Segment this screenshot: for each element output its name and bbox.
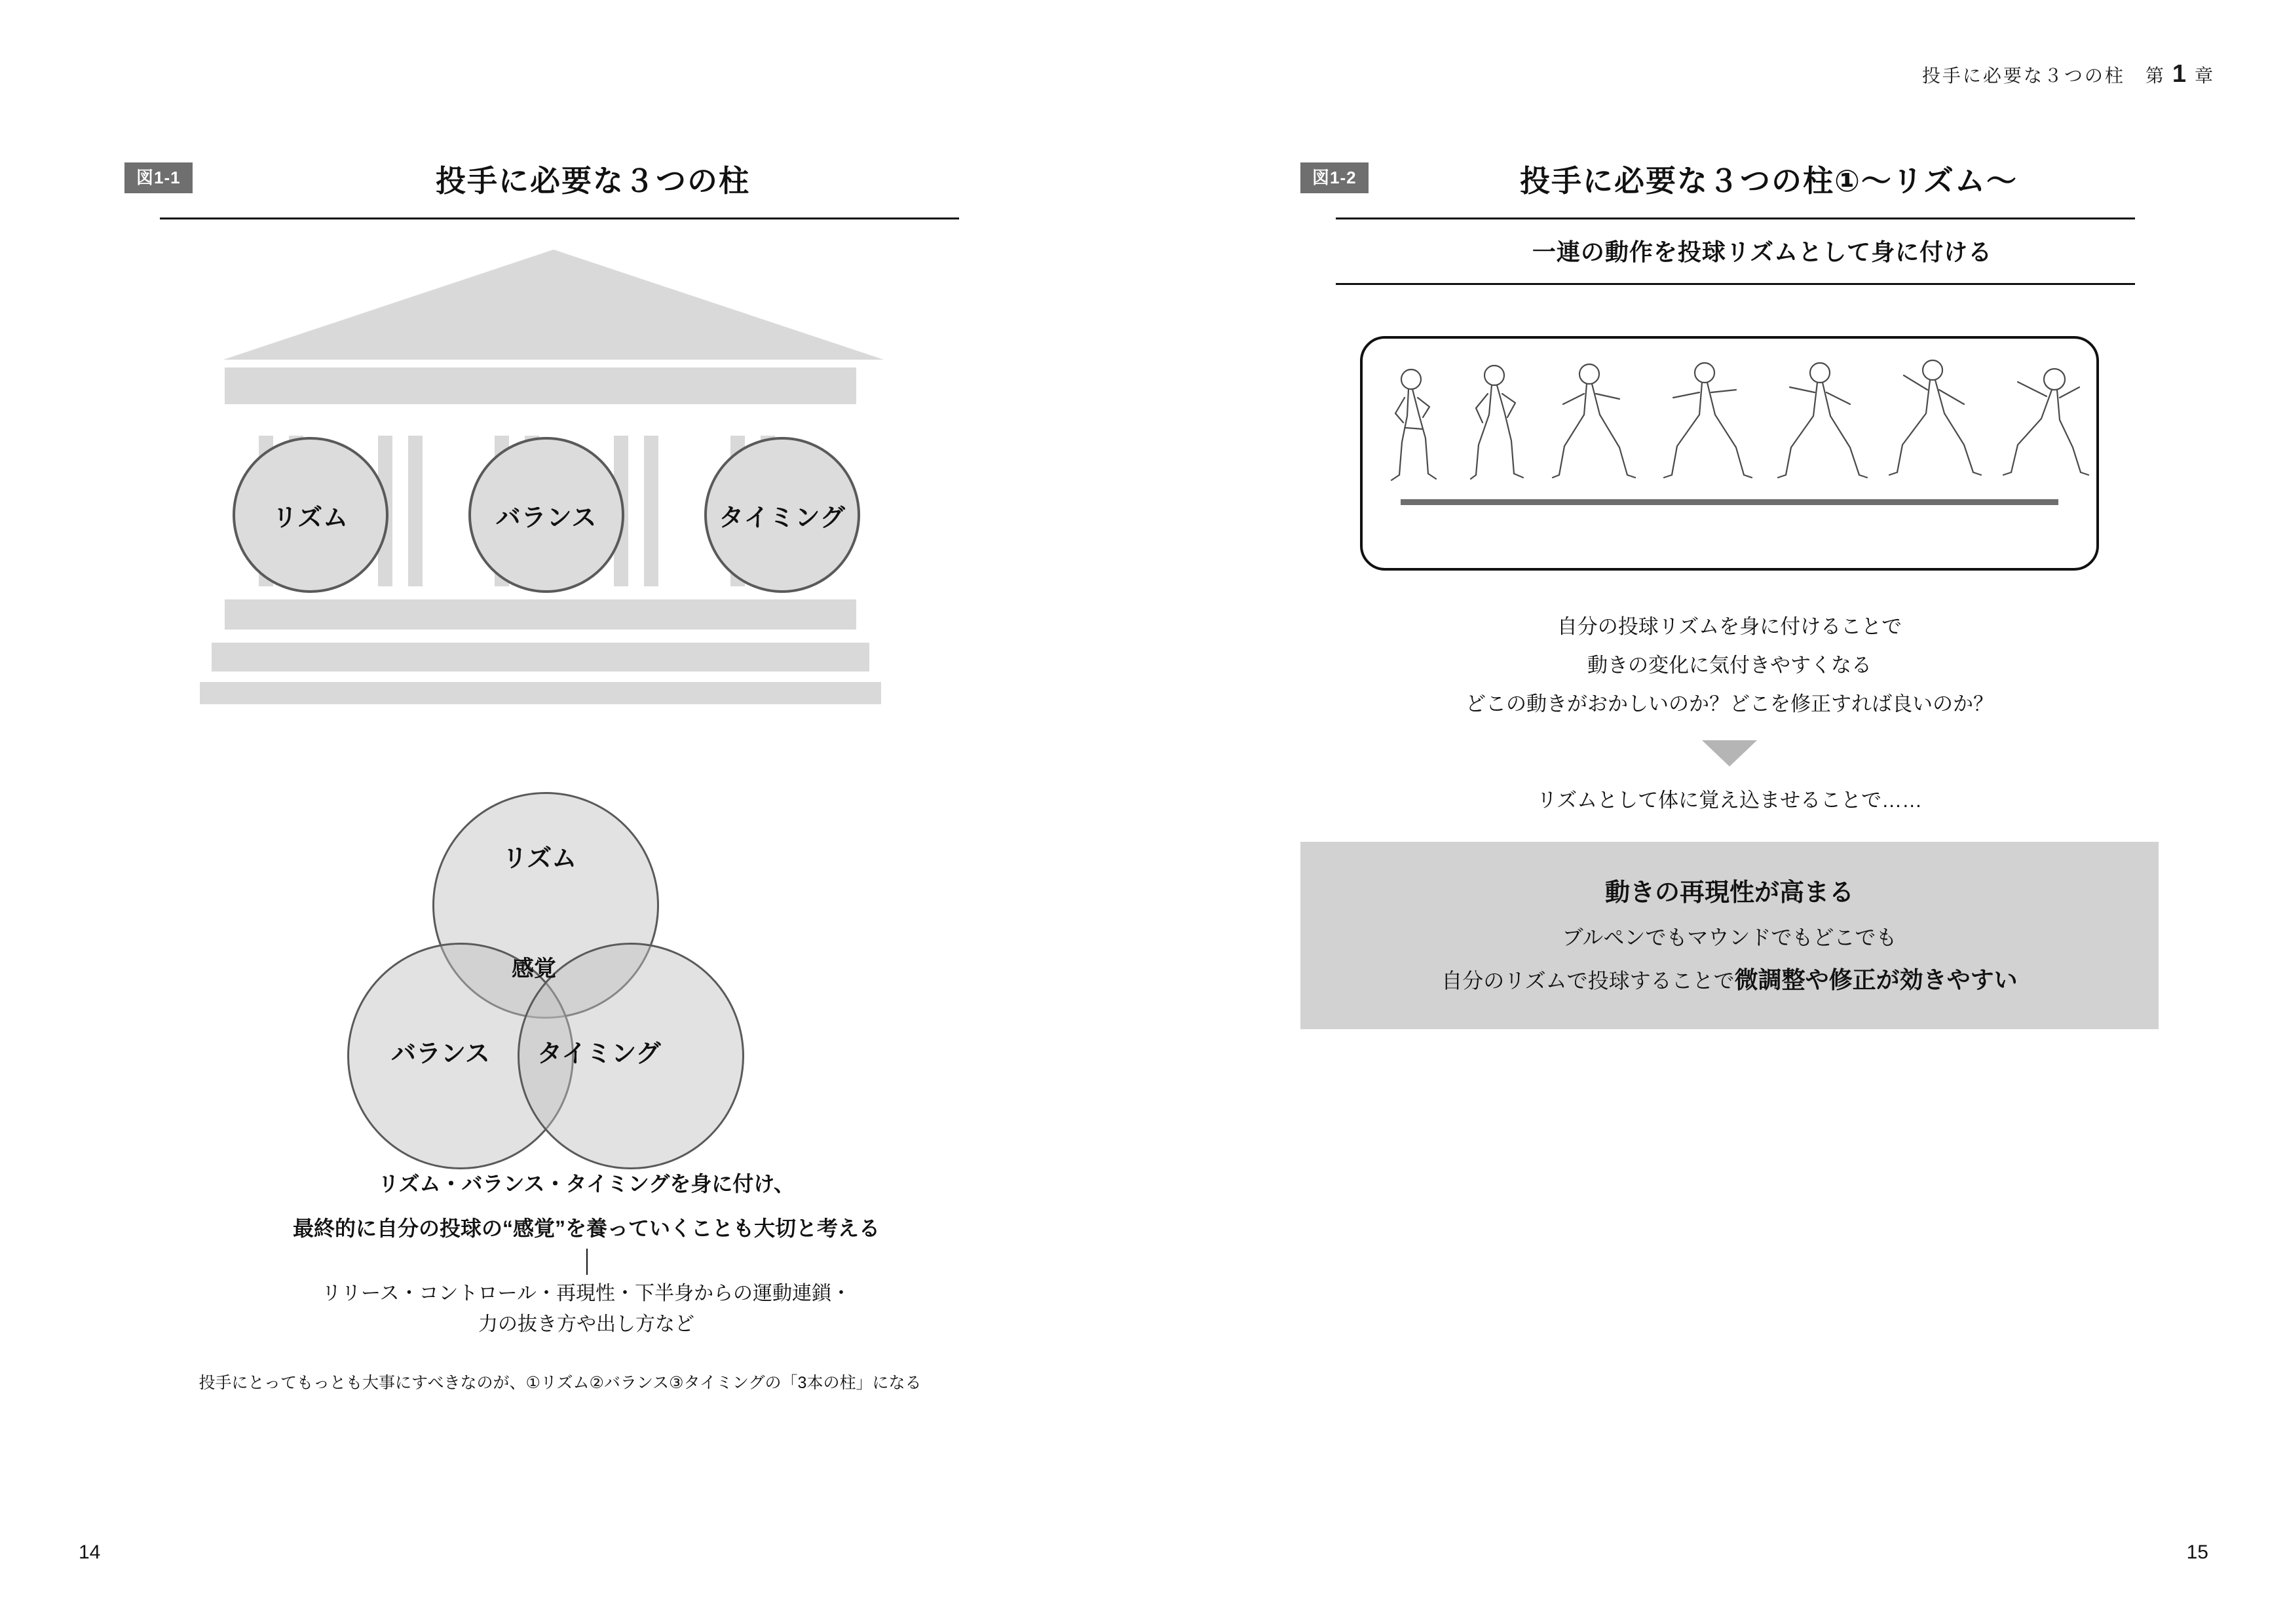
figure-label-1-1: 図1-1 (124, 162, 193, 193)
venn-label-rhythm: リズム (502, 845, 577, 873)
result-line3-prefix: 自分のリズムで投球することで (1441, 969, 1735, 993)
down-arrow-icon (1702, 740, 1757, 766)
venn-label-balance: バランス (391, 1040, 490, 1068)
left-caption-line1: リリース・コントロール・再現性・下半身からの運動連鎖・ (322, 1283, 851, 1305)
right-figure-subtitle: 一連の動作を投球リズムとして身に付ける (1532, 238, 1993, 265)
right-figure-title: 投手に必要な３つの柱①〜リズム〜 (1519, 164, 2018, 198)
running-head-prefix: 投手に必要な３つの柱 第 (1921, 66, 2166, 86)
left-caption-small: 投手にとってもっとも大事にすべきなのが、①リズム②バランス③タイミングの「3本の柱」になる (198, 1374, 922, 1393)
right-text-line1: 自分の投球リズムを身に付けることで (1557, 615, 1902, 638)
left-page-column (124, 157, 983, 1396)
left-caption-bold-line1: リズム・バランス・タイミングを身に付け、 (378, 1172, 795, 1196)
right-text-line3: どこの動きがおかしいのか？どこを修正すれば良いのか？ (1465, 692, 1994, 716)
result-callout-box (1300, 842, 2159, 1029)
temple-lower-entablature (225, 599, 856, 630)
chapter-number: 1 (2172, 60, 2188, 88)
page-number-left: 14 (79, 1541, 101, 1563)
right-page-column (1300, 157, 2159, 1029)
pillar-circle-label: タイミング (719, 504, 846, 532)
result-line2: ブルペンでもマウンドでもどこでも (1562, 926, 1897, 950)
pillar-circle-balance (468, 437, 624, 593)
result-line3-strong: 微調整や修正が効きやすい (1734, 966, 2018, 994)
left-caption-line2: 力の抜き方や出し方など (478, 1313, 694, 1335)
running-head-suffix: 章 (2194, 66, 2215, 86)
left-caption-bold-line2: 最終的に自分の投球の“感覚”を養っていくことも大切と考える (292, 1216, 880, 1240)
pillar-circle-timing (704, 437, 860, 593)
running-head (1922, 60, 2215, 88)
page-spine-divider (1143, 0, 1144, 1624)
venn-diagram (206, 783, 901, 1156)
page-number-right: 15 (2186, 1541, 2208, 1563)
pillar-circle-label: バランス (495, 504, 597, 532)
left-figure-title: 投手に必要な３つの柱 (436, 164, 750, 198)
right-text-after-arrow: リズムとして体に覚え込ませることで…… (1536, 789, 1923, 812)
ground-line (1401, 499, 2058, 505)
temple-pillar (408, 436, 423, 586)
pitcher-figures-icon (1363, 339, 2096, 568)
temple-base-step-2 (200, 682, 881, 704)
result-line3 (1320, 962, 2139, 995)
result-headline: 動きの再現性が高まる (1604, 879, 1854, 907)
pillar-circle-rhythm (233, 437, 388, 593)
right-subtitle-rule (1336, 283, 2135, 285)
temple-upper-entablature (225, 368, 856, 404)
pillar-circle-label: リズム (272, 504, 349, 532)
temple-roof-icon (219, 246, 888, 364)
venn-label-sense: 感覚 (512, 956, 556, 981)
figure-label-1-2: 図1-2 (1300, 162, 1369, 193)
caption-connector-line (586, 1249, 588, 1275)
left-title-rule (160, 217, 959, 219)
right-text-line2: 動きの変化に気付きやすくなる (1587, 654, 1872, 677)
temple-pillar (644, 436, 658, 586)
pitching-sequence-illustration (1360, 336, 2099, 571)
three-pillars-temple-graphic (206, 246, 901, 757)
temple-base-step-1 (212, 643, 869, 671)
venn-label-timing: タイミング (537, 1040, 661, 1068)
